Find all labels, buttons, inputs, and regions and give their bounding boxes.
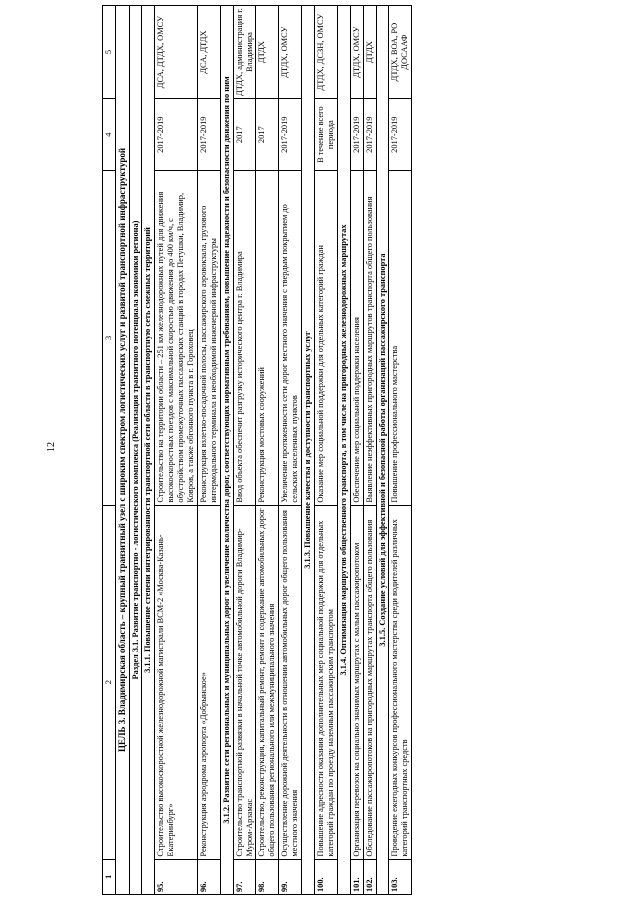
- result-cell: Обеспечение мер социальной поддержки населения: [350, 171, 363, 505]
- column-number-5: 5: [103, 6, 116, 99]
- measure-cell: Строительство транспортной развязки в начальной точке автомобильной дороги Владимир-Муром-Арзамас: [233, 505, 256, 859]
- period-cell: 2017-2019: [155, 99, 198, 171]
- period-cell: 2017-2019: [389, 99, 412, 171]
- executor-cell: ДТДХ, администрация г. Владимира: [233, 6, 256, 99]
- executor-cell: ДТДХ, ОМСУ: [350, 6, 363, 99]
- table-row: [279, 6, 302, 895]
- result-cell: Реконструкция взлетно-посадочной полосы, пассажирского аэровокзала, грузового интермодального терминала и необходимой инженерной инфраструктуры: [197, 171, 220, 505]
- period-cell: 2017-2019: [279, 99, 302, 171]
- result-cell: Реконструкция мостовых сооружений: [256, 171, 279, 505]
- measure-cell: Организация перевозок на социально значимых маршрутах с малым пассажиропотоком: [350, 505, 363, 859]
- subsection-title: 3.1.2. Развитие сети региональных и муниципальных дорог и увеличение количества дорог, соответствующих нормативным требованиям, повышение надежности и безопасности движения по ним: [220, 6, 233, 895]
- result-cell: Повышение профессионального мастерства: [389, 171, 412, 505]
- section-title: Раздел 3.1. Развитие транспортно - логистического комплекса (Реализация транзитного потенциала экономики региона): [129, 6, 142, 895]
- table-row: [363, 6, 376, 895]
- table-row: [389, 6, 412, 895]
- row-number: 100.: [315, 859, 338, 894]
- period-cell: 2017-2019: [197, 99, 220, 171]
- column-number-3: 3: [103, 171, 116, 505]
- subsection-title: 3.1.4. Оптимизация маршрутов общественного транспорта, в том числе на пригородных железнодорожных маршрутах: [337, 6, 350, 895]
- table-row: [350, 6, 363, 895]
- period-cell: 2017: [233, 99, 256, 171]
- row-number: 103.: [389, 859, 412, 894]
- executor-cell: ДТДХ, ОМСУ: [279, 6, 302, 99]
- measure-cell: Строительство высокоскоростной железнодорожной магистрали ВСМ-2 «Москва-Казань-Екатеринбург»: [155, 505, 198, 859]
- period-cell: В течение всего периода: [315, 99, 338, 171]
- table-row: [155, 6, 198, 895]
- executor-cell: ДСА, ДТДХ, ОМСУ: [155, 6, 198, 99]
- period-cell: 2017-2019: [350, 99, 363, 171]
- subsection-title: 3.1.5. Создание условий для эффективной и безопасной работы организаций пассажирского транспорта: [376, 6, 389, 895]
- column-number-1: 1: [103, 859, 116, 894]
- row-number: 96.: [197, 859, 220, 894]
- row-number: 102.: [363, 859, 376, 894]
- measure-cell: Реконструкция аэродрома аэропорта «Добрынское»: [197, 505, 220, 859]
- period-cell: 2017-2019: [363, 99, 376, 171]
- row-number: 98.: [256, 859, 279, 894]
- executor-cell: ДТДХ: [256, 6, 279, 99]
- table-row: [233, 6, 256, 895]
- result-cell: Строительство на территории области – 251 км железнодорожных путей для движения высокоскоростных поездов с максимальной скоростью движения до 400 км/ч, с обустройством промежуточных пассажирских станций в городах Петушки, Владимир, Ковров, а также обгонного пункта в г. Гороховец: [155, 171, 198, 505]
- period-cell: 2017: [256, 99, 279, 171]
- measure-cell: Осуществление дорожной деятельности в отношении автомобильных дорог общего пользования местного значения: [279, 505, 302, 859]
- column-number-2: 2: [103, 505, 116, 859]
- measure-cell: Проведение ежегодных конкурсов профессионального мастерства среди водителей различных категорий транспортных средств: [389, 505, 412, 859]
- executor-cell: ДТДХ, ВОА, РО ДОСААФ: [389, 6, 412, 99]
- row-number: 99.: [279, 859, 302, 894]
- row-number: 101.: [350, 859, 363, 894]
- table-row: [315, 6, 338, 895]
- rotated-sheet: [102, 5, 562, 895]
- result-cell: Оказание мер социальной поддержки для отдельных категорий граждан: [315, 171, 338, 505]
- row-number: 97.: [233, 859, 256, 894]
- goal-title: ЦЕЛЬ 3. Владимирская область – крупный транзитный узел с широким спектром логистических услуг и развитой транспортной инфраструктурой: [115, 6, 129, 895]
- executor-cell: ДТДХ: [363, 6, 376, 99]
- result-cell: Увеличение протяженности сети дорог местного значения с твердым покрытием до сельских населенных пунктов: [279, 171, 302, 505]
- table-row: [256, 6, 279, 895]
- subsection-title: 3.1.3. Повышение качества и доступности транспортных услуг: [302, 6, 315, 895]
- measure-cell: Строительство, реконструкция, капитальный ремонт, ремонт и содержание автомобильных дорог общего пользования регионального или межмуниципального значения: [256, 505, 279, 859]
- plan-table: [102, 5, 412, 895]
- executor-cell: ДТДХ, ДСЗН, ОМСУ: [315, 6, 338, 99]
- measure-cell: Обследование пассажиропотоков на пригородных маршрутах транспорта общего пользования: [363, 505, 376, 859]
- table-row: [197, 6, 220, 895]
- row-number: 95.: [155, 859, 198, 894]
- result-cell: Ввод объекта обеспечит разгрузку исторического центра г. Владимира: [233, 171, 256, 505]
- result-cell: Выявление неэффективных пригородных маршрутов транспорта общего пользования: [363, 171, 376, 505]
- column-number-row: [103, 6, 116, 895]
- measure-cell: Повышение адресности оказания дополнительных мер социальной поддержки для отдельных категорий граждан по проезду наземным пассажирским транспортом: [315, 505, 338, 859]
- executor-cell: ДСА, ДТДХ: [197, 6, 220, 99]
- column-number-4: 4: [103, 99, 116, 171]
- subsection-title: 3.1.1. Повышение степени интегрированности транспортной сети области в транспортную сеть смежных территорий: [142, 6, 155, 895]
- page-number: 12: [46, 442, 57, 452]
